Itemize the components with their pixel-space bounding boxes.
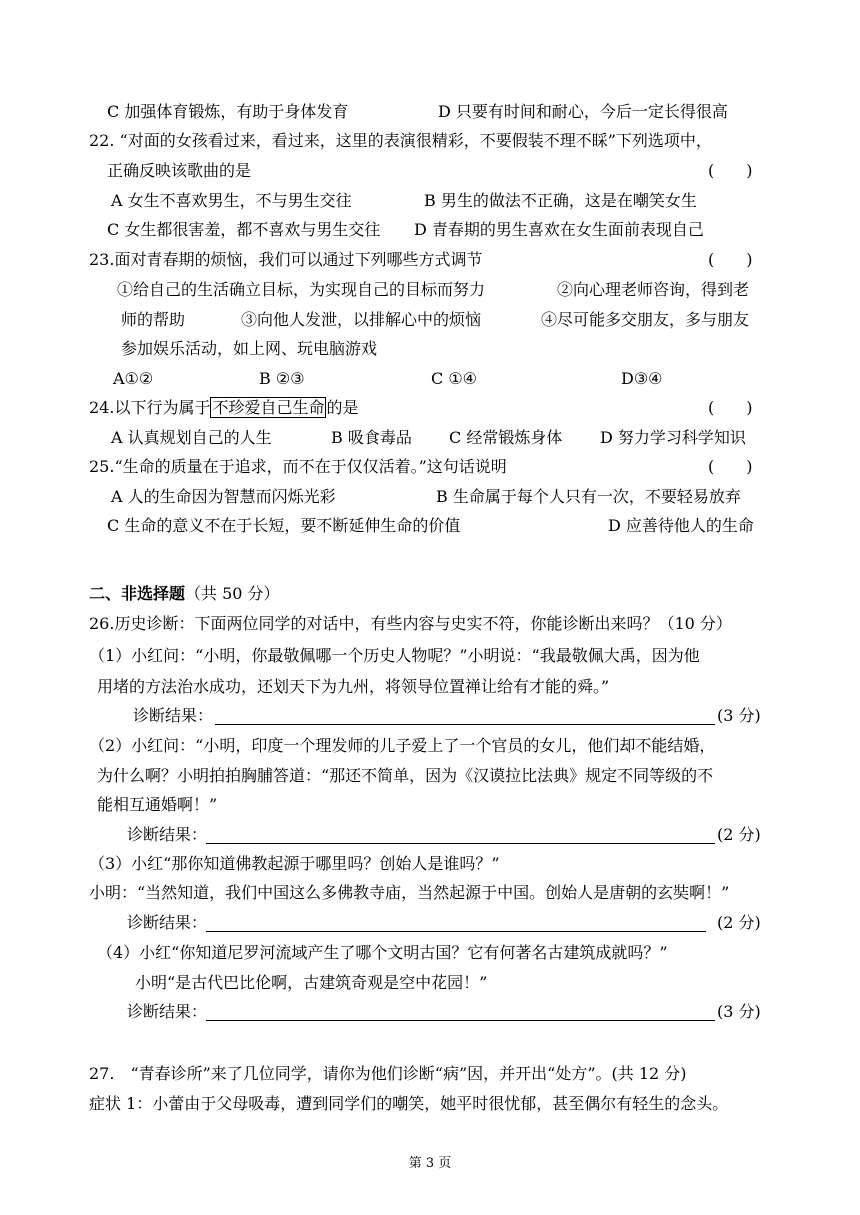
q22-option-d: D 青春期的男生喜欢在女生面前表现自己 <box>414 220 704 239</box>
q24-option-d: D 努力学习科学知识 <box>600 428 746 447</box>
q22-stem-line1: 22. “对面的女孩看过来，看过来，这里的表演很精彩，不要假装不理不睬”下列选项中， <box>89 131 712 150</box>
q23-item-1: ①给自己的生活确立目标，为实现自己的目标而努力 <box>117 280 486 299</box>
q22-option-c: C 女生都很害羞，都不喜欢与男生交往 <box>107 220 381 239</box>
q25-option-c: C 生命的意义不在于长短，要不断延伸生命的价值 <box>107 516 461 535</box>
q26-diagnosis-label-1: 诊断结果： <box>133 706 214 725</box>
q23-item-4: ④尽可能多交朋友，多与朋友 <box>541 310 750 329</box>
q25-answer-paren: ( ) <box>708 457 753 476</box>
q26-answer-line-4[interactable] <box>206 1020 715 1021</box>
q26-score-4: (3 分) <box>717 1002 761 1021</box>
q25-stem: 25.“生命的质量在于追求，而不在于仅仅活着。”这句话说明 <box>89 457 507 476</box>
q26-part1-line2: 用堵的方法治水成功，还划天下为九州，将领导位置禅让给有才能的舜。” <box>97 677 610 696</box>
q22-option-b: B 男生的做法不正确，这是在嘲笑女生 <box>424 191 697 210</box>
page-number: 第 3 页 <box>408 1156 452 1171</box>
q24-stem: 24.以下行为属于 不珍爱自己生命 的是 <box>89 398 359 417</box>
q23-option-d: D③④ <box>621 369 663 388</box>
q21-option-c: C 加强体育锻炼，有助于身体发育 <box>107 102 349 121</box>
q24-option-b: B 吸食毒品 <box>331 428 412 447</box>
q27-symptom-1: 症状 1：小蕾由于父母吸毒，遭到同学们的嘲笑，她平时很忧郁，甚至偶尔有轻生的念头。 <box>89 1094 729 1113</box>
q26-part4-line1: （4）小红“你知道尼罗河流域产生了哪个文明古国？它有何著名古建筑成就吗？” <box>97 943 668 962</box>
q23-item-2-cont: 师的帮助 <box>121 310 186 329</box>
q22-option-a: A 女生不喜欢男生，不与男生交往 <box>111 191 352 210</box>
q26-answer-line-3[interactable] <box>206 931 706 932</box>
q24-boxed-phrase: 不珍爱自己生命 <box>212 398 325 417</box>
q27-stem: 27. “青春诊所”来了几位同学，请你为他们诊断“病”因，并开出“处方”。(共 12 分) <box>89 1064 687 1083</box>
q23-item-2: ②向心理老师咨询，得到老 <box>557 280 750 299</box>
q23-item-3: ③向他人发泄，以排解心中的烦恼 <box>241 310 482 329</box>
q26-score-2: (2 分) <box>717 825 761 844</box>
q23-option-a: A①② <box>113 369 154 388</box>
q26-part3-line1: （3）小红“那你知道佛教起源于哪里吗？创始人是谁吗？” <box>89 854 500 873</box>
q25-option-d: D 应善待他人的生命 <box>608 516 754 535</box>
section-title: 二、非选择题 <box>89 584 186 603</box>
q26-part4-line2: 小明“是古代巴比伦啊，古建筑奇观是空中花园！” <box>135 973 488 992</box>
q26-stem: 26.历史诊断：下面两位同学的对话中，有些内容与史实不符，你能诊断出来吗？（10 分） <box>89 614 732 633</box>
q23-item-4-cont: 参加娱乐活动，如上网、玩电脑游戏 <box>121 339 378 358</box>
q26-diagnosis-label-2: 诊断结果： <box>127 825 208 844</box>
section-score: （共 50 分） <box>185 584 280 603</box>
q26-diagnosis-label-3: 诊断结果： <box>127 913 208 932</box>
section-heading <box>89 584 280 604</box>
q24-answer-paren: ( ) <box>708 398 753 417</box>
q22-answer-paren: ( ) <box>708 161 753 180</box>
q24-option-a: A 认真规划自己的人生 <box>111 428 272 447</box>
q25-option-b: B 生命属于每个人只有一次，不要轻易放弃 <box>436 487 741 506</box>
q24-option-c: C 经常锻炼身体 <box>449 428 563 447</box>
q26-answer-line-2[interactable] <box>206 843 715 844</box>
q23-option-b: B ②③ <box>259 369 305 388</box>
q22-stem-line2: 正确反映该歌曲的是 <box>107 161 252 180</box>
q23-stem: 23.面对青春期的烦恼，我们可以通过下列哪些方式调节 <box>89 250 483 269</box>
q26-diagnosis-label-4: 诊断结果： <box>127 1002 208 1021</box>
q25-option-a: A 人的生命因为智慧而闪烁光彩 <box>111 487 336 506</box>
q26-part2-line2: 为什么啊？小明拍拍胸脯答道：“那还不简单，因为《汉谟拉比法典》规定不同等级的不 <box>97 766 714 785</box>
q26-answer-line-1[interactable] <box>215 724 715 725</box>
q26-part3-line2: 小明：“当然知道，我们中国这么多佛教寺庙，当然起源于中国。创始人是唐朝的玄奘啊！” <box>89 883 730 902</box>
q26-part2-line1: （2）小红问：“小明，印度一个理发师的儿子爱上了一个官员的女儿，他们却不能结婚， <box>89 736 716 755</box>
q26-part2-line3: 能相互通婚啊！” <box>97 795 218 814</box>
q23-option-c: C ①④ <box>431 369 478 388</box>
q26-part1-line1: （1）小红问：“小明，你最敬佩哪一个历史人物呢？”小明说：“我最敬佩大禹，因为他 <box>89 646 700 665</box>
q21-option-d: D 只要有时间和耐心，今后一定长得很高 <box>438 102 728 121</box>
q26-score-1: (3 分) <box>717 706 761 725</box>
q26-score-3: (2 分) <box>717 913 761 932</box>
q23-answer-paren: ( ) <box>708 250 753 269</box>
